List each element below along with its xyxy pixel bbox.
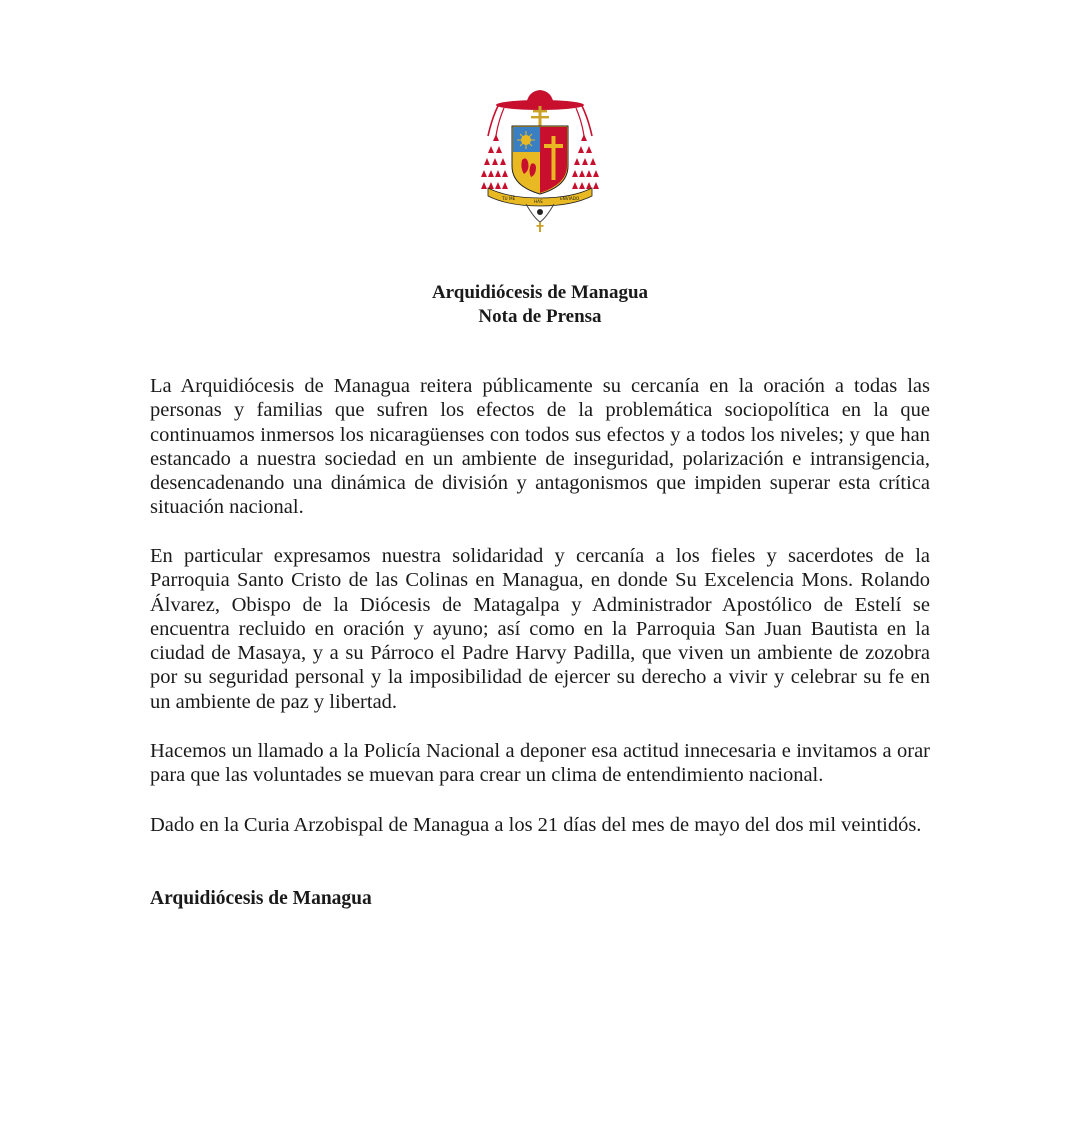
paragraph-3: Hacemos un llamado a la Policía Nacional a deponer esa actitud innecesaria e invitamos a orar para que las voluntades se muevan para crear un clima de entendimiento nacional.	[150, 740, 930, 787]
paragraph-1: La Arquidiócesis de Managua reitera públicamente su cercanía en la oración a todas las personas y familias que sufren los efectos de la problemática sociopolítica en la que continuamos inmersos los nicaragüenses con todos sus efectos y a todos los niveles; y que han estancado a nuestra sociedad en un ambiente de inseguridad, polarización e intransigencia, desencadenando una dinámica de división y antagonismos que impiden superar esta crítica situación nacional.	[150, 375, 930, 519]
motto-word-3: ENVIADO	[560, 196, 580, 201]
signature: Arquidiócesis de Managua	[150, 888, 372, 909]
episcopal-coat-of-arms-icon	[478, 84, 602, 236]
document-subtitle: Nota de Prensa	[478, 306, 602, 327]
document-title: Arquidiócesis de Managua	[431, 282, 649, 303]
closing-date-paragraph: Dado en la Curia Arzobispal de Managua a los 21 días del mes de mayo del dos mil veintidós.	[150, 814, 922, 836]
paragraph-2: En particular expresamos nuestra solidaridad y cercanía a los fieles y sacerdotes de la Parroquia Santo Cristo de las Colinas en Managua, en donde Su Excelencia Mons. Rolando Álvarez, Obispo de la Diócesis de Matagalpa y Administrador Apostólico de Estelí se encuentra recluido en oración y ayuno; así como en la Parroquia San Juan Bautista en la ciudad de Masaya, y a su Párroco el Padre Harvy Padilla, que viven un ambiente de zozobra por su seguridad personal y la imposibilidad de ejercer su derecho a vivir y celebrar su fe en un ambiente de paz y libertad.	[150, 545, 930, 713]
motto-word-1: TU ME	[502, 196, 516, 201]
motto-word-2: HAS	[534, 199, 543, 204]
